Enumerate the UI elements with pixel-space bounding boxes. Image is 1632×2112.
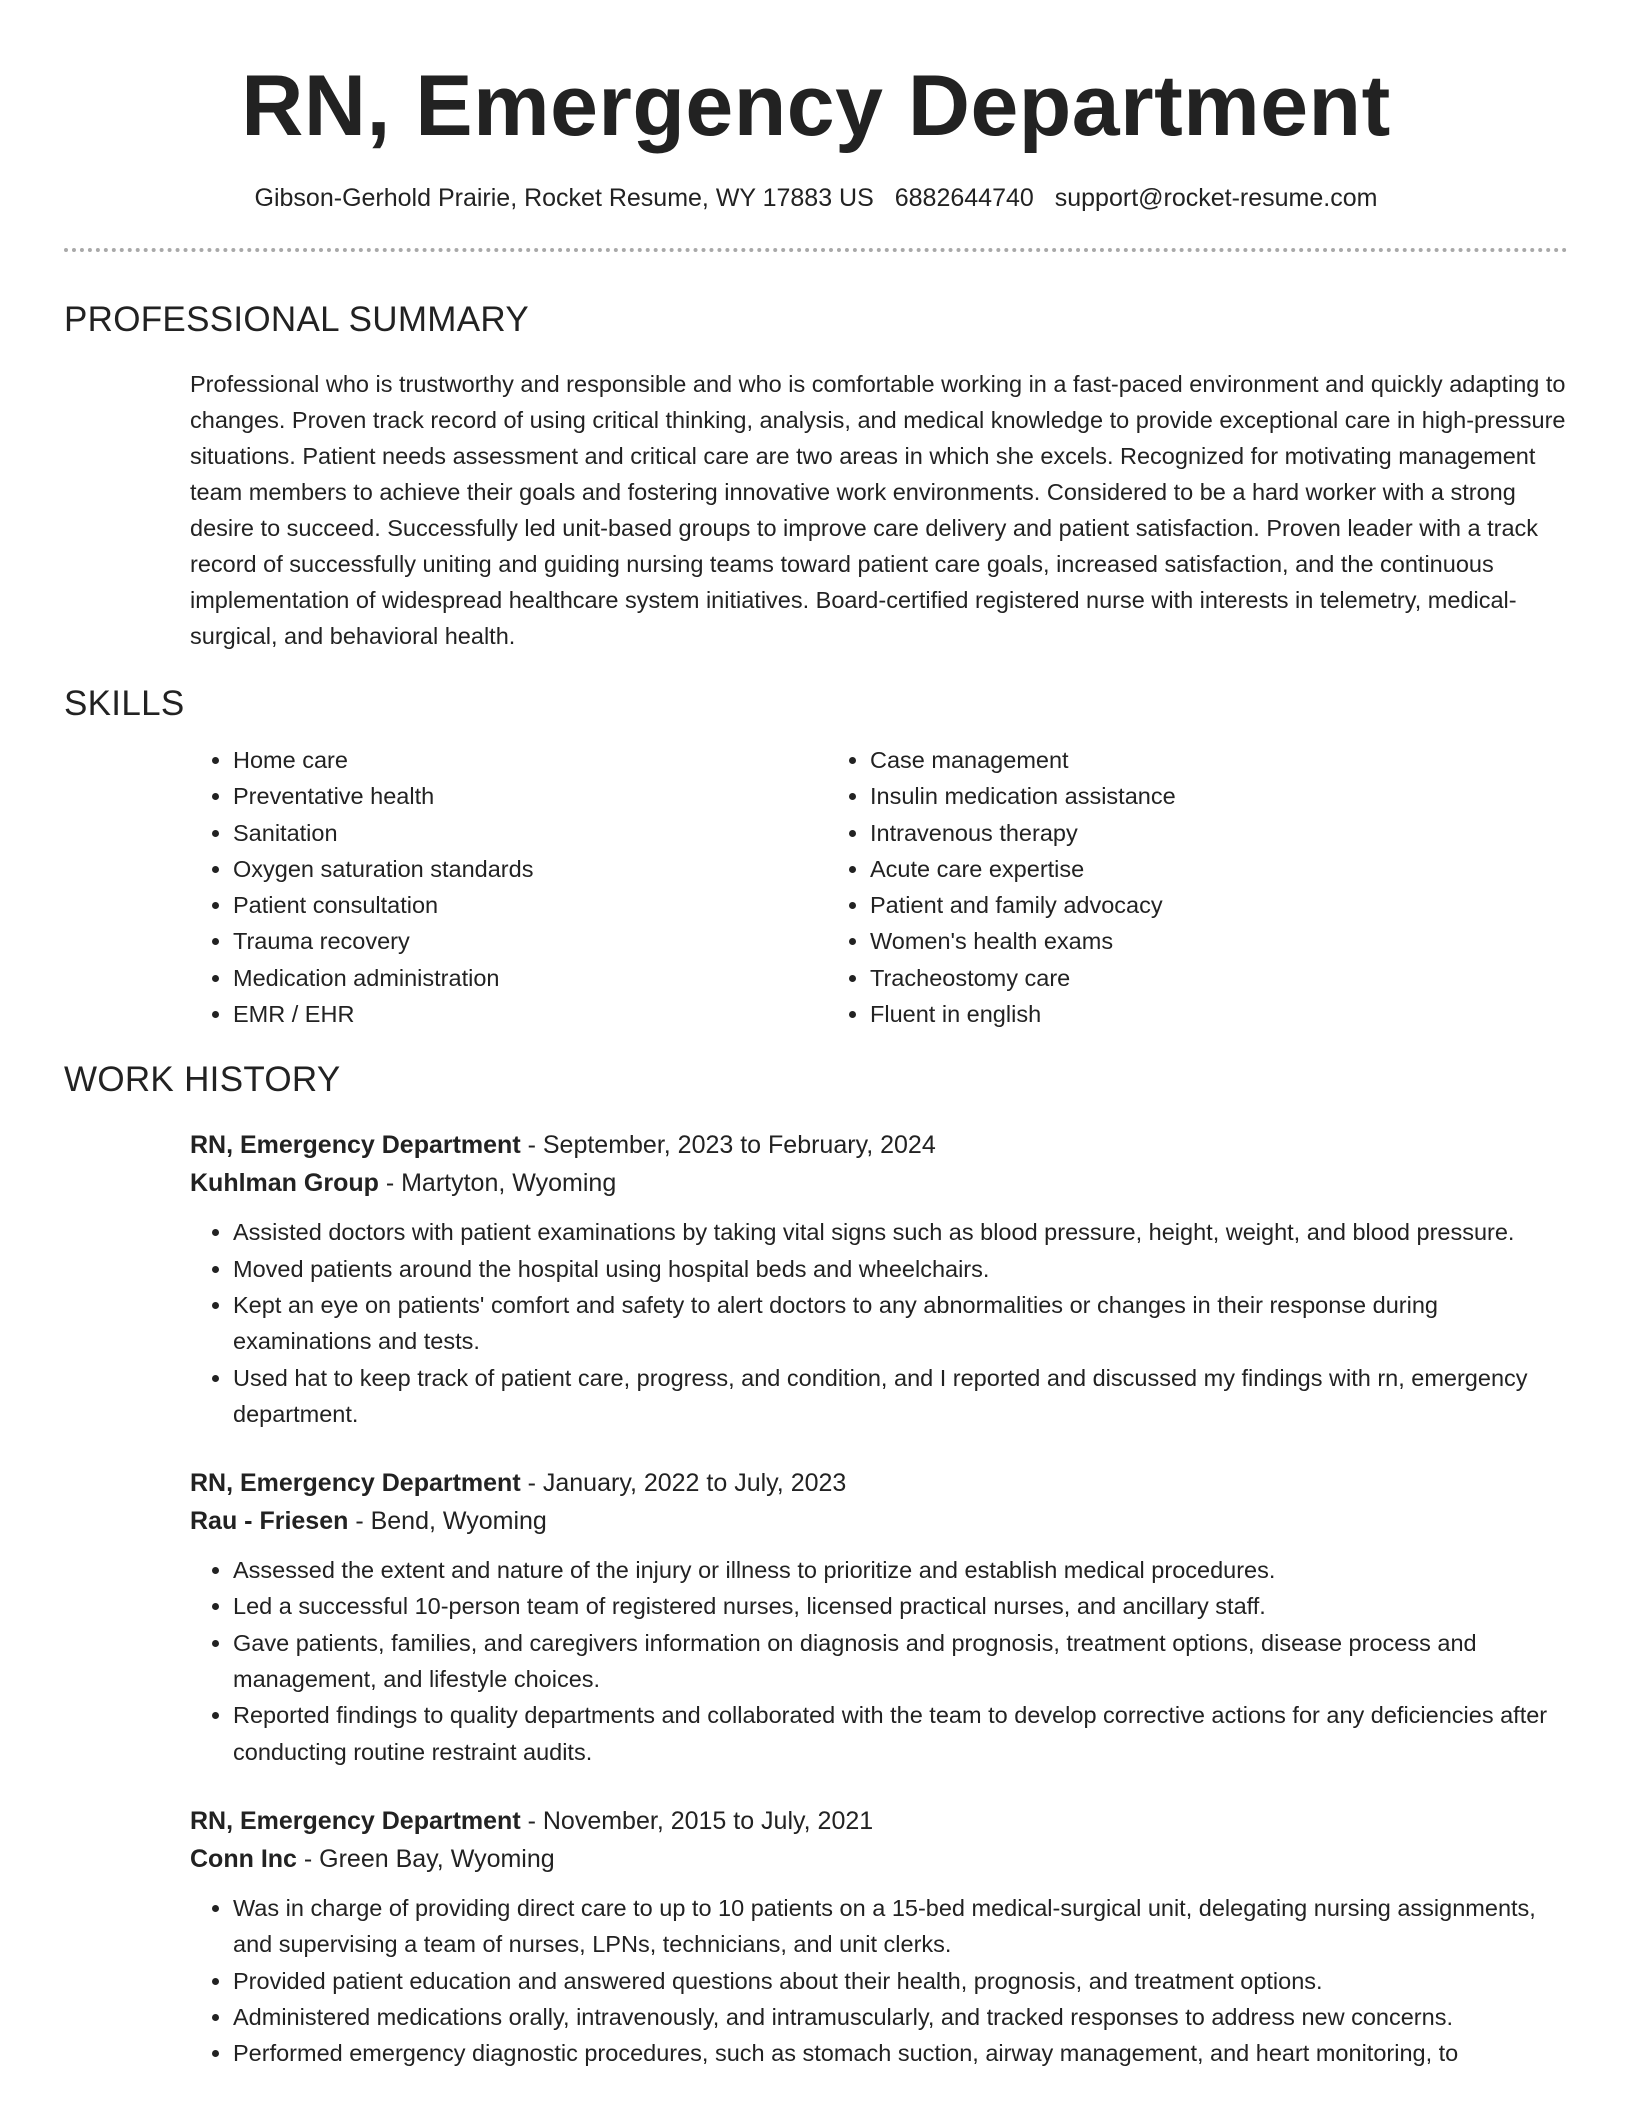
job-title-line: [190, 1802, 1568, 1840]
skill-item: • Oxygen saturation standards: [233, 851, 827, 887]
job-title-line: [190, 1126, 1568, 1164]
job-bullet: • Was in charge of providing direct care to up to 10 patients on a 15-bed medical-surgical unit, delegating nursing assignments, and supervising a team of nurses, LPNs, technicians, and unit clerks.: [233, 1890, 1568, 1963]
resume-name: RN, Emergency Department: [241, 58, 1391, 154]
job-bullet: • Performed emergency diagnostic procedures, such as stomach suction, airway management, and heart monitoring, to: [233, 2035, 1568, 2071]
skills-column-2: [827, 742, 1568, 1032]
contact-address: Gibson-Gerhold Prairie, Rocket Resume, WY 17883 US: [254, 184, 874, 212]
job-bullet: • Administered medications orally, intravenously, and intramuscularly, and tracked responses to address new concerns.: [233, 1999, 1568, 2035]
skill-item: • Medication administration: [233, 960, 827, 996]
skill-item: • Insulin medication assistance: [870, 778, 1568, 814]
job-company-line: [190, 1502, 1568, 1540]
skill-item: • Preventative health: [233, 778, 827, 814]
job-entry: [190, 1802, 1568, 2071]
skill-item: • Home care: [233, 742, 827, 778]
job-entry: [190, 1126, 1568, 1432]
job-bullets: [190, 1552, 1568, 1770]
header-divider: [64, 248, 1568, 252]
work-history-heading: WORK HISTORY: [64, 1060, 341, 1100]
job-bullets: [190, 1890, 1568, 2071]
skill-item: • EMR / EHR: [233, 996, 827, 1032]
skill-item: • Sanitation: [233, 815, 827, 851]
summary-heading: PROFESSIONAL SUMMARY: [64, 300, 529, 339]
skills-heading: SKILLS: [64, 684, 185, 723]
job-role: RN, Emergency Department: [190, 1806, 521, 1835]
job-bullet: • Gave patients, families, and caregivers information on diagnosis and prognosis, treatment options, disease process and management, and lifestyle choices.: [233, 1625, 1568, 1698]
job-dates: - September, 2023 to February, 2024: [520, 1131, 936, 1160]
skill-item: • Patient and family advocacy: [870, 887, 1568, 923]
job-bullet: • Moved patients around the hospital using hospital beds and wheelchairs.: [233, 1251, 1568, 1287]
job-bullet: • Used hat to keep track of patient care, progress, and condition, and I reported and discussed my findings with rn, emergency department.: [233, 1360, 1568, 1433]
job-company: Rau - Friesen: [190, 1507, 349, 1536]
summary-text: Professional who is trustworthy and responsible and who is comfortable working in a fast-paced environment and quickly adapting to changes. Proven track record of using critical thinking, analysis, and medical knowledge to provide exceptional care in high-pressure situations. Patient needs assessment and critical care are two areas in which she excels. Recognized for motivating management team members to achieve their goals and fostering innovative work environments. Considered to be a hard worker with a strong desire to succeed. Successfully led unit-based groups to improve care delivery and patient satisfaction. Proven leader with a track record of successfully uniting and guiding nursing teams toward patient care goals, increased satisfaction, and the continuous implementation of widespread healthcare system initiatives. Board-certified registered nurse with interests in telemetry, medical-surgical, and behavioral health.: [190, 371, 1566, 649]
job-role: RN, Emergency Department: [190, 1131, 521, 1160]
skill-item: • Case management: [870, 742, 1568, 778]
skill-item: • Patient consultation: [233, 887, 827, 923]
job-bullets: [190, 1214, 1568, 1432]
skill-item: • Women's health exams: [870, 923, 1568, 959]
skills-column-1: [190, 742, 827, 1032]
job-bullet: • Kept an eye on patients' comfort and safety to alert doctors to any abnormalities or changes in their response during examinations and tests.: [233, 1287, 1568, 1360]
skill-item: • Tracheostomy care: [870, 960, 1568, 996]
job-bullet: • Reported findings to quality departments and collaborated with the team to develop corrective actions for any deficiencies after conducting routine restraint audits.: [233, 1697, 1568, 1770]
job-bullet: • Assessed the extent and nature of the injury or illness to prioritize and establish medical procedures.: [233, 1552, 1568, 1588]
job-company-line: [190, 1840, 1568, 1878]
job-location: - Martyton, Wyoming: [378, 1169, 617, 1198]
job-company: Kuhlman Group: [190, 1169, 379, 1198]
skill-item: • Intravenous therapy: [870, 815, 1568, 851]
job-bullet: • Led a successful 10-person team of registered nurses, licensed practical nurses, and ancillary staff.: [233, 1588, 1568, 1624]
skill-item: • Acute care expertise: [870, 851, 1568, 887]
job-entry: [190, 1464, 1568, 1770]
resume-header: [64, 0, 1568, 214]
job-title-line: [190, 1464, 1568, 1502]
job-company-line: [190, 1164, 1568, 1202]
contact-email: support@rocket-resume.com: [1054, 184, 1378, 212]
skill-item: • Trauma recovery: [233, 923, 827, 959]
job-dates: - January, 2022 to July, 2023: [520, 1469, 847, 1498]
job-bullet: • Provided patient education and answered questions about their health, prognosis, and treatment options.: [233, 1963, 1568, 1999]
job-bullet: • Assisted doctors with patient examinations by taking vital signs such as blood pressure, height, weight, and blood pressure.: [233, 1214, 1568, 1250]
contact-line: [64, 182, 1568, 214]
skills-list: [190, 742, 1568, 1032]
job-location: - Green Bay, Wyoming: [296, 1844, 555, 1873]
contact-phone: 6882644740: [894, 184, 1034, 212]
skill-item: • Fluent in english: [870, 996, 1568, 1032]
job-role: RN, Emergency Department: [190, 1469, 521, 1498]
job-dates: - November, 2015 to July, 2021: [520, 1806, 874, 1835]
job-company: Conn Inc: [190, 1844, 297, 1873]
job-location: - Bend, Wyoming: [348, 1507, 547, 1536]
